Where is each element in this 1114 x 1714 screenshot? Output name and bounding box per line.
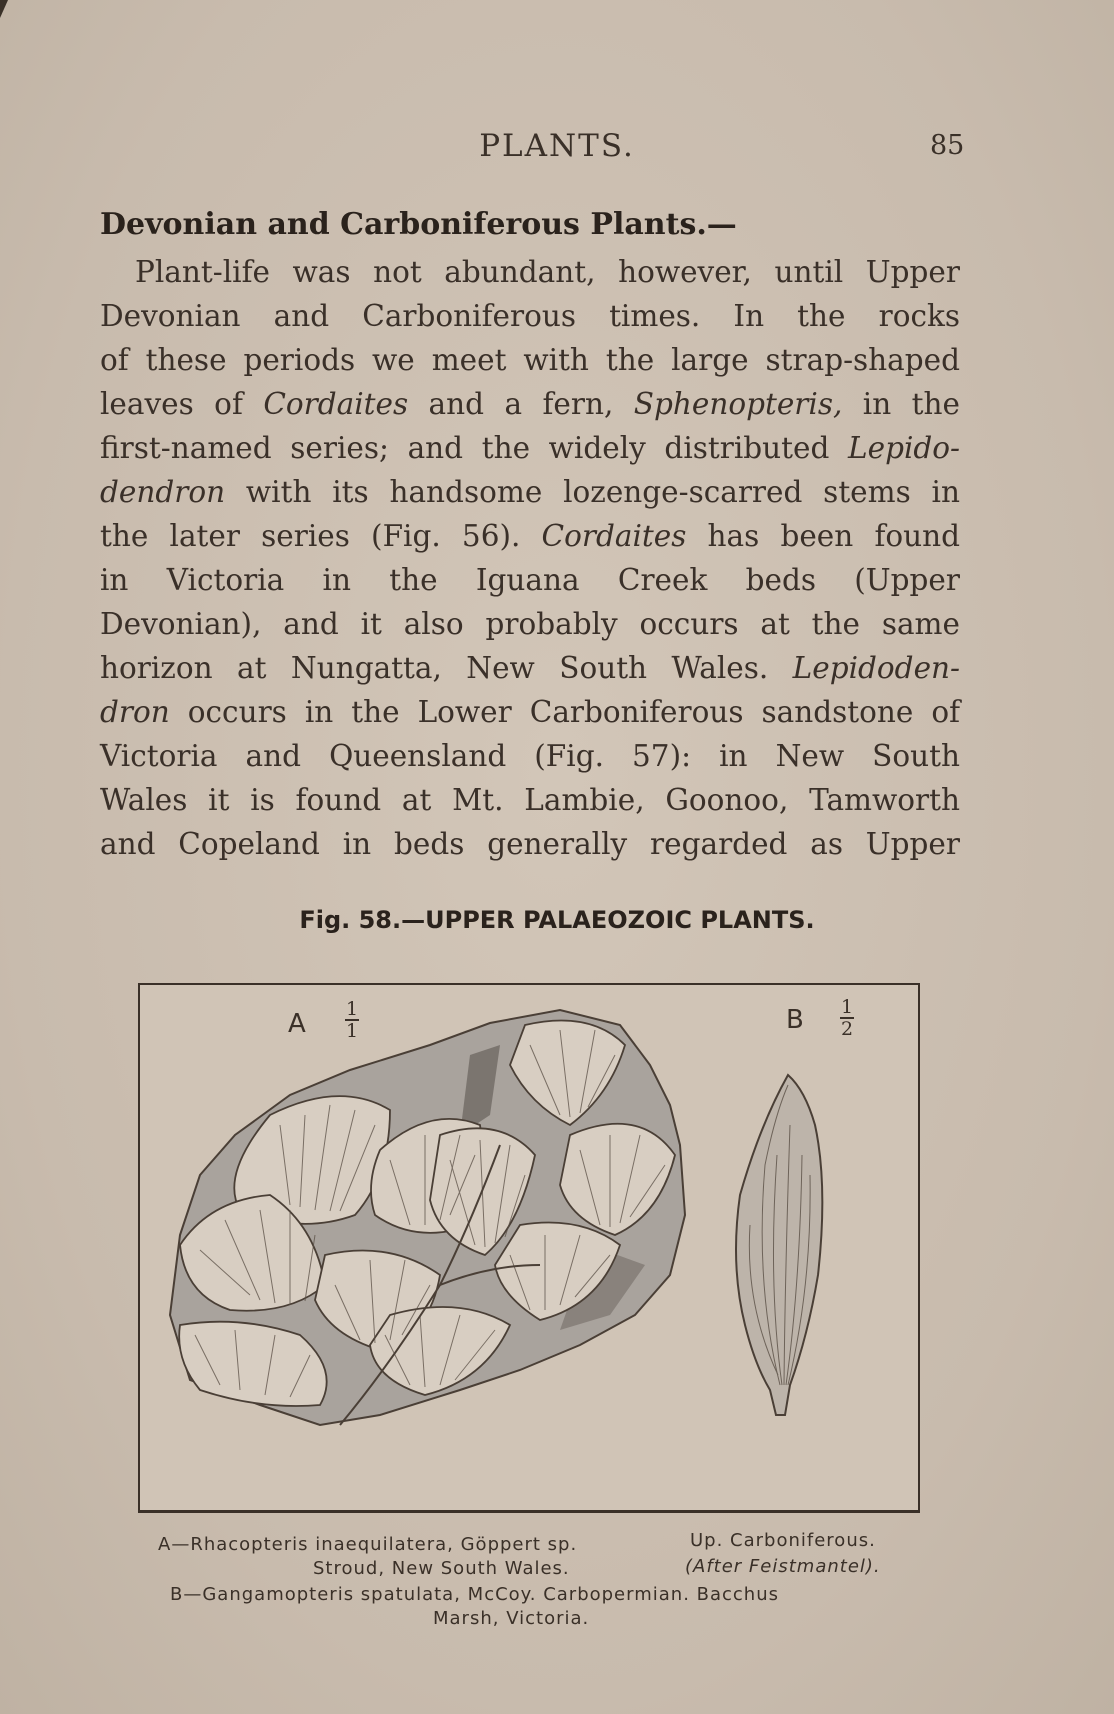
- paragraph-line: [100, 384, 960, 424]
- paragraph-line: [100, 296, 960, 336]
- text-run: Devonian), and it also probably occurs at the same: [100, 607, 960, 641]
- section-heading: Devonian and Carboniferous Plants.—: [100, 207, 737, 242]
- page-number: 85: [930, 130, 965, 161]
- text-run: leaves of: [100, 387, 264, 421]
- italic-term: Cordaites: [263, 387, 409, 421]
- scale-b: [840, 997, 854, 1039]
- italic-term: Cordaites: [541, 519, 687, 553]
- paragraph-line: [100, 428, 960, 468]
- paragraph-line: [100, 824, 960, 864]
- text-run: Devonian and Carboniferous times. In the rocks: [100, 299, 960, 333]
- text-run: horizon at Nungatta, New South Wales.: [100, 651, 793, 685]
- text-run: Victoria and Queensland (Fig. 57): in New South: [100, 739, 960, 773]
- italic-term: Sphenopteris,: [633, 387, 843, 421]
- figure-label-b: B: [786, 1005, 804, 1035]
- figure-label-a: A: [288, 1009, 306, 1039]
- caption-b-line2: Marsh, Victoria.: [433, 1608, 590, 1629]
- scale-b-numerator: 1: [840, 996, 854, 1018]
- scale-a-denominator: 1: [345, 1019, 359, 1042]
- text-run: in the: [842, 387, 960, 421]
- caption-a-right2: (After Feistmantel).: [685, 1556, 881, 1577]
- scale-a: [345, 999, 359, 1041]
- caption-a-right1: Up. Carboniferous.: [690, 1530, 876, 1551]
- running-head: PLANTS.: [479, 128, 635, 164]
- caption-a-line2: Stroud, New South Wales.: [313, 1558, 570, 1579]
- figure-title: Fig. 58.—UPPER PALAEOZOIC PLANTS.: [299, 906, 815, 934]
- scale-b-denominator: 2: [840, 1017, 854, 1040]
- figure-illustration: [138, 983, 920, 1513]
- fossil-plants-drawing: [140, 985, 918, 1510]
- paragraph-line: [100, 516, 960, 556]
- text-run: has been found: [686, 519, 961, 553]
- text-run: first-named series; and the widely distributed: [100, 431, 849, 465]
- text-run: and a fern,: [408, 387, 634, 421]
- text-run: occurs in the Lower Carboniferous sandstone of: [169, 695, 960, 729]
- italic-term: dron: [100, 695, 170, 729]
- italic-term: dendron: [100, 475, 226, 509]
- paragraph-line: [100, 604, 960, 644]
- corner-mark: [0, 0, 8, 18]
- scale-a-numerator: 1: [345, 998, 359, 1020]
- text-run: of these periods we meet with the large strap-shaped: [100, 343, 960, 377]
- paragraph-line: [100, 692, 960, 732]
- text-run: in Victoria in the Iguana Creek beds (Upper: [100, 563, 960, 597]
- caption-b-line1: B—Gangamopteris spatulata, McCoy. Carbopermian. Bacchus: [170, 1584, 780, 1605]
- caption-a-line1: A—Rhacopteris inaequilatera, Göppert sp.: [158, 1534, 578, 1555]
- paragraph-line: [100, 736, 960, 776]
- paragraph-line: [100, 472, 960, 512]
- paragraph-line: [100, 340, 960, 380]
- paragraph-line: [135, 252, 960, 292]
- paragraph-line: [100, 560, 960, 600]
- text-run: with its handsome lozenge-scarred stems in: [225, 475, 960, 509]
- text-run: and Copeland in beds generally regarded as Upper: [100, 827, 960, 861]
- text-run: Wales it is found at Mt. Lambie, Goonoo, Tamworth: [100, 783, 960, 817]
- italic-term: Lepidoden-: [792, 651, 960, 685]
- paragraph-line: [100, 780, 960, 820]
- text-run: the later series (Fig. 56).: [100, 519, 542, 553]
- text-run: Plant-life was not abundant, however, until Upper: [135, 255, 960, 289]
- italic-term: Lepido-: [848, 431, 960, 465]
- paragraph-line: [100, 648, 960, 688]
